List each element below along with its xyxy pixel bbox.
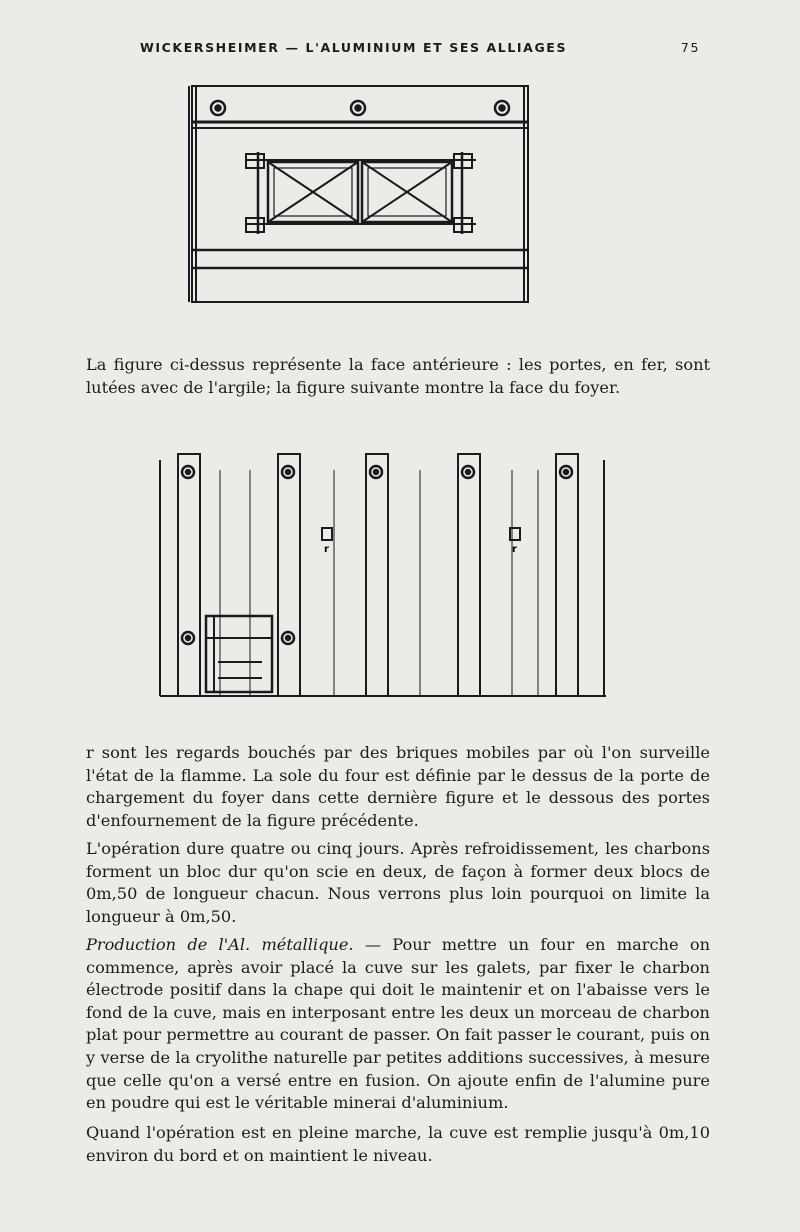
- paragraph-regards: [86, 742, 710, 832]
- paragraph-operation: [86, 838, 710, 928]
- section-heading-italic: Production de l'Al. métallique.: [86, 935, 354, 954]
- label-r-left: r: [324, 544, 329, 555]
- paragraph-text: — Pour mettre un four en marche on commence, après avoir placé la cuve sur les galets, par fixer le charbon électrode positif dans la chape qui doit le maintenir et on l'abaisse vers le fond de la cuve, mais en interposant entre les deux un morceau de charbon plat pour permettre au courant de passer. On fait passer le courant, puis on y verse de la cryolithe naturelle par petites additions successives, à mesure que celle qu'on a versé entre en fusion. On ajoute enfin de l'alumine pure en poudre qui est le véritable minerai d'aluminium.: [86, 935, 710, 1113]
- paragraph-text: La figure ci-dessus représente la face antérieure : les portes, en fer, sont lutées avec de l'argile; la figure suivante montre la face du foyer.: [86, 355, 710, 397]
- figure-front-face: [186, 84, 536, 316]
- paragraph-figure-caption: [86, 354, 710, 399]
- paragraph-text: Quand l'opération est en pleine marche, la cuve est remplie jusqu'à 0m,10 environ du bord et on maintient le niveau.: [86, 1123, 710, 1165]
- page-number: 75: [680, 40, 700, 55]
- label-r-right: r: [512, 544, 517, 555]
- paragraph-text: r sont les regards bouchés par des briques mobiles par où l'on surveille l'état de la flamme. La sole du four est définie par le dessus de la porte de chargement du foyer dans cette dernière figure et le dessous des portes d'enfournement de la figure précédente.: [86, 743, 710, 830]
- paragraph-production: [86, 934, 710, 1115]
- running-title: WICKERSHEIMER — L'ALUMINIUM ET SES ALLIAGES: [140, 40, 568, 55]
- figure-hearth-face: [158, 450, 608, 700]
- paragraph-text: L'opération dure quatre ou cinq jours. Après refroidissement, les charbons forment un bloc dur qu'on scie en deux, de façon à former deux blocs de 0m,50 de longueur chacun. Nous verrons plus loin pourquoi on limite la longueur à 0m,50.: [86, 839, 710, 926]
- paragraph-pleine-marche: [86, 1122, 710, 1167]
